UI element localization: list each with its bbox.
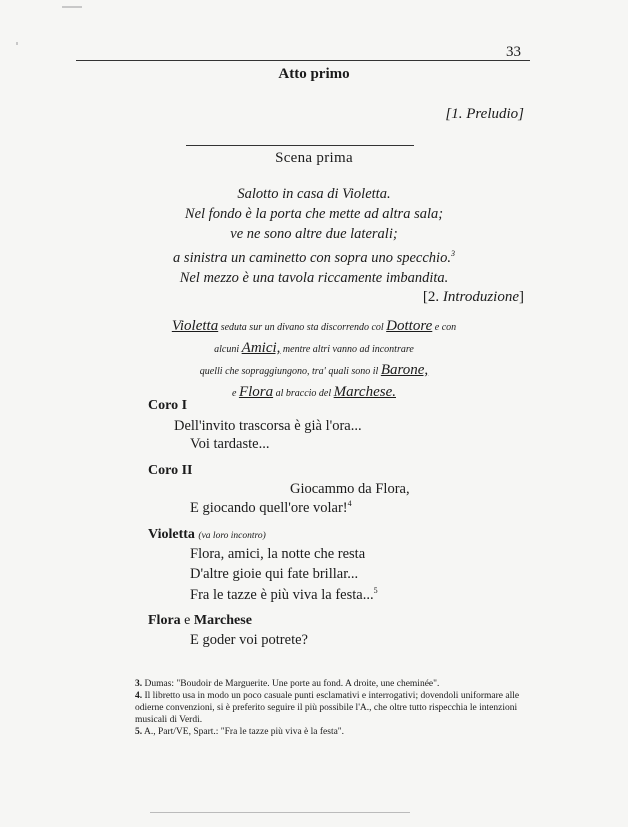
character-flora: Flora <box>238 384 274 400</box>
footnote-ref: 5 <box>373 586 378 595</box>
character-barone: Barone, <box>380 362 429 378</box>
speaker-flora-marchese: Flora e Marchese <box>148 613 252 628</box>
footnote-ref: 4 <box>347 499 352 508</box>
scene-title: Scena prima <box>275 150 353 166</box>
direction-line: alcuni Amici, mentre altri vanno ad incontrare <box>214 340 414 356</box>
scene-rule <box>186 145 414 146</box>
footnotes <box>135 678 525 738</box>
stage-line: ve ne sono altre due laterali; <box>230 226 398 242</box>
dialogue-line: D'altre gioie qui fate brillar... <box>190 566 359 582</box>
scan-smudge <box>62 6 82 8</box>
character-dottore: Dottore <box>386 318 433 334</box>
stage-line: Nel fondo è la porta che mette ad altra sala; <box>184 206 444 222</box>
dialogue-line: Voi tardaste... <box>190 436 270 452</box>
dialogue-line: Giocammo da Flora, <box>290 481 410 497</box>
footnote: 4. Il libretto usa in modo un poco casuale punti esclamativi e interrogativi; dovendoli uniformare alle odierne convenzioni, si è preferito seguire il più possibile l'A., che oltre tutto rispecchia le intenzioni musicali di Verdi. <box>135 691 520 725</box>
character-violetta: Violetta <box>171 318 219 334</box>
speaker-violetta: Violetta (va loro incontro) <box>148 527 266 542</box>
footnote-ref: 3 <box>450 249 455 258</box>
direction-line: quelli che sopraggiungono, tra' quali sono il Barone, <box>199 362 429 378</box>
direction-line: e Flora al braccio del Marchese. <box>231 384 396 400</box>
stage-directions <box>0 184 628 288</box>
prelude-marker: [1. Preludio] <box>445 106 524 122</box>
dialogue-line: Fra le tazze è più viva la festa...$^5$ <box>190 586 378 603</box>
direction-line: Violetta seduta sur un divano sta discorrendo col Dottore e con <box>171 318 457 334</box>
act-title: Atto primo <box>278 66 350 82</box>
dialogue-line: E goder voi potrete? <box>190 632 308 648</box>
dialogue-line: Flora, amici, la notte che resta <box>190 546 366 562</box>
scene-direction <box>0 316 628 404</box>
page-number: 33 <box>506 44 521 60</box>
stage-aside: (va loro incontro) <box>198 531 266 541</box>
stage-line: Salotto in casa di Violetta. <box>237 186 391 202</box>
dialogue-line: E giocando quell'ore volar!$^4$ <box>190 499 352 516</box>
scan-smudge <box>150 812 410 813</box>
dialogue-line: Dell'invito trascorsa è già l'ora... <box>174 418 362 434</box>
speaker-coro-1: Coro I <box>148 398 188 413</box>
stage-line: Nel mezzo è una tavola riccamente imbandita. <box>179 269 449 286</box>
introduzione-marker: [2. Introduzione] <box>422 289 524 305</box>
header-rule <box>76 60 530 61</box>
speaker-coro-2: Coro II <box>148 463 193 478</box>
footnote: 5. A., Part/VE, Spart.: "Fra le tazze più viva è la festa". <box>135 727 345 737</box>
stage-line: a sinistra un caminetto con sopra uno specchio.$^3$ <box>173 249 455 266</box>
character-amici: Amici, <box>241 340 281 356</box>
character-marchese: Marchese. <box>333 384 396 400</box>
footnote: 3. Dumas: "Boudoir de Marguerite. Une porte au fond. A droite, une cheminée". <box>135 679 440 689</box>
scan-smudge <box>16 42 18 45</box>
